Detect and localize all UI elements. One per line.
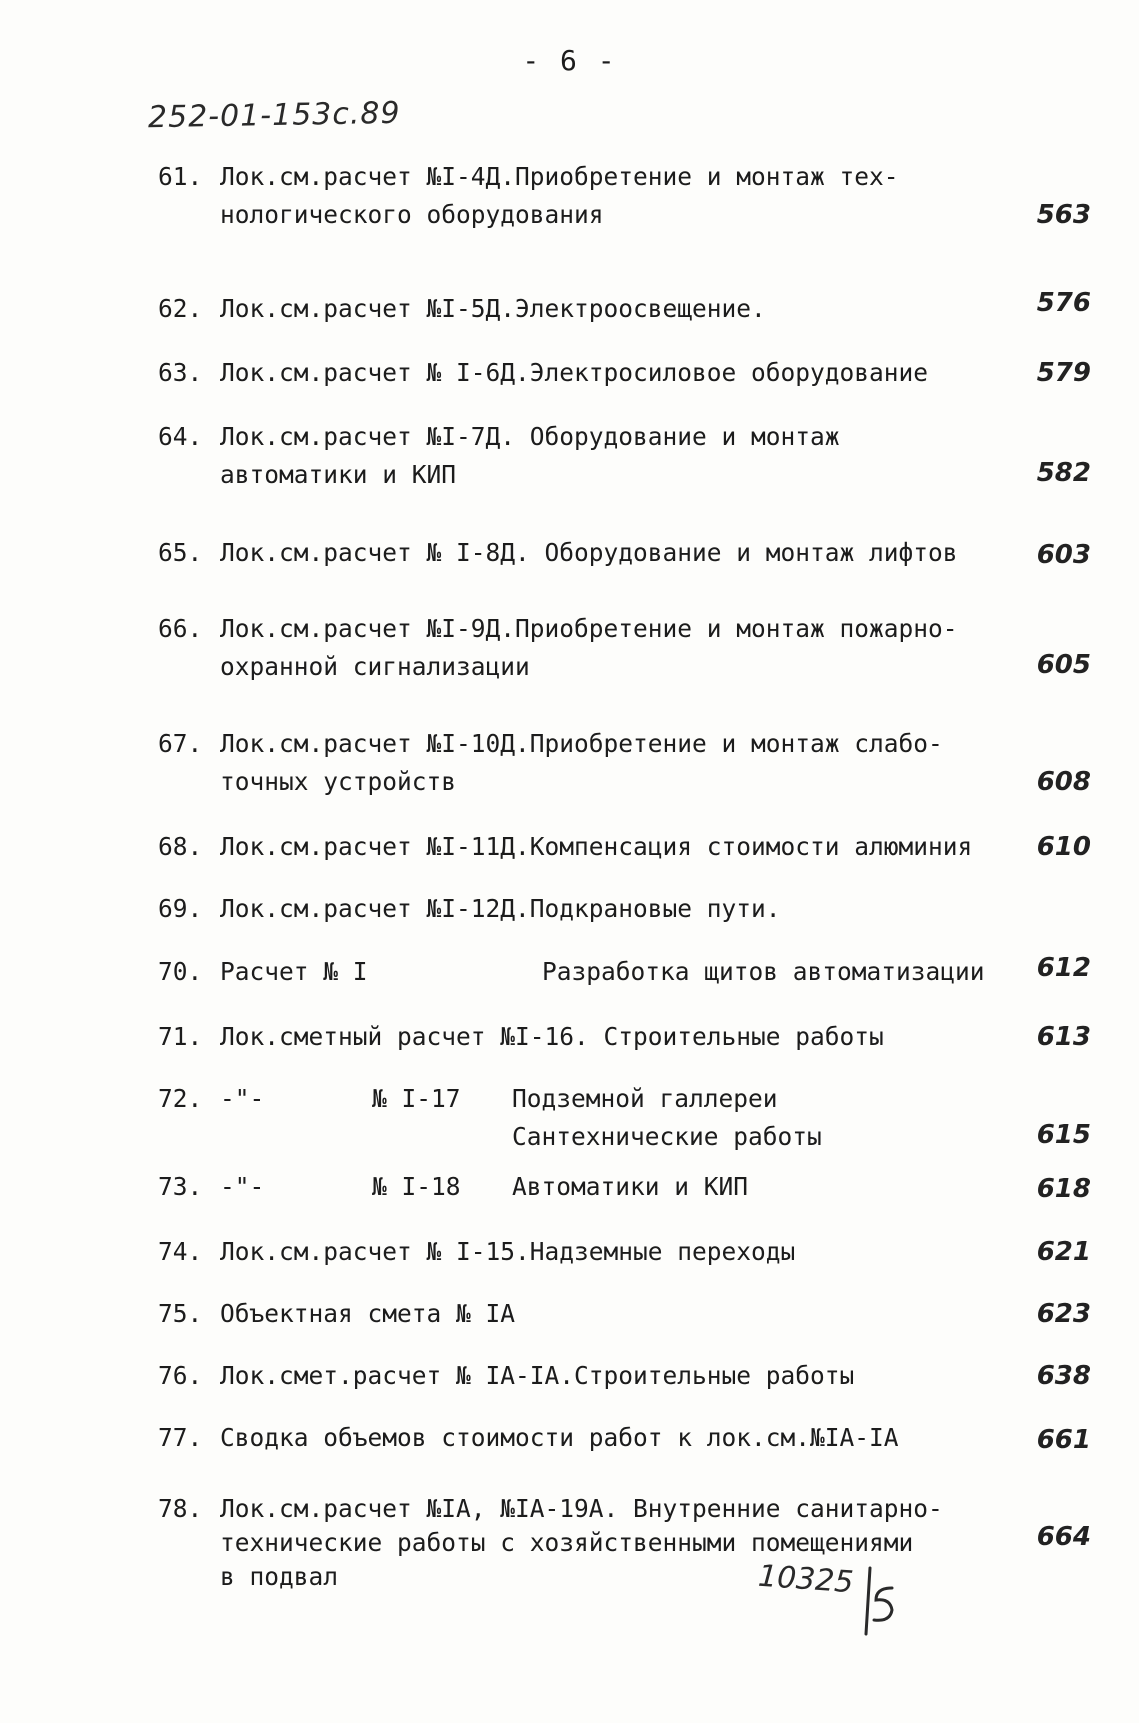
handwritten-number: 10325 xyxy=(756,1558,855,1601)
entry-number: 74. xyxy=(158,1237,203,1266)
entry-text: Лок.см.расчет № I-6Д.Электросиловое оборудование xyxy=(220,358,929,387)
entry-number: 76. xyxy=(158,1361,203,1390)
entry-number: 70. xyxy=(158,957,203,986)
entry-text: Лок.см.расчет №I-12Д.Подкрановые пути. xyxy=(220,894,781,923)
entry-text: Лок.см.расчет №IА, №IА-19А. Внутренние санитарно- xyxy=(220,1494,943,1523)
entry-reference: № I-17 xyxy=(372,1084,461,1113)
entry-reference: № I-18 xyxy=(372,1172,461,1201)
entry-text: Лок.см.расчет № I-15.Надземные переходы xyxy=(220,1237,796,1266)
entry-text: -"- xyxy=(220,1172,265,1201)
entry-number: 65. xyxy=(158,538,203,567)
entry-text: технические работы с хозяйственными помещениями xyxy=(220,1528,914,1557)
entry-number: 63. xyxy=(158,358,203,387)
entry-text: -"- xyxy=(220,1084,265,1113)
entry-page: 563 xyxy=(1036,200,1091,230)
entry-number: 69. xyxy=(158,894,203,923)
entry-page: 605 xyxy=(1036,650,1091,680)
entry-page: 613 xyxy=(1036,1022,1091,1052)
entry-page: 582 xyxy=(1036,458,1091,488)
entry-page: 623 xyxy=(1036,1299,1091,1329)
document-code: 252-01-153с.89 xyxy=(147,95,401,136)
entry-description: Разработка щитов автоматизации xyxy=(542,957,985,986)
entry-description: Подземной галлереи xyxy=(512,1084,778,1113)
entry-number: 77. xyxy=(158,1423,203,1452)
entry-page: 612 xyxy=(1036,953,1091,983)
entry-page: 664 xyxy=(1036,1522,1091,1552)
entry-text: в подвал xyxy=(220,1562,339,1591)
entry-description: Автоматики и КИП xyxy=(512,1172,749,1201)
page-number: - 6 - xyxy=(522,44,617,77)
entry-number: 61. xyxy=(158,162,203,191)
entry-page: 579 xyxy=(1036,358,1091,388)
entry-text: Лок.см.расчет №I-5Д.Электроосвещение. xyxy=(220,294,766,323)
entry-page: 615 xyxy=(1036,1120,1091,1150)
entry-page: 608 xyxy=(1036,767,1091,797)
entry-number: 72. xyxy=(158,1084,203,1113)
entry-page: 603 xyxy=(1036,540,1091,570)
entry-page: 621 xyxy=(1036,1237,1091,1267)
entry-page: 661 xyxy=(1036,1425,1091,1455)
entry-number: 62. xyxy=(158,294,203,323)
entry-text: Объектная смета № IА xyxy=(220,1299,516,1328)
entry-text: Лок.см.расчет № I-8Д. Оборудование и монтаж лифтов xyxy=(220,538,958,567)
entry-number: 75. xyxy=(158,1299,203,1328)
entry-number: 73. xyxy=(158,1172,203,1201)
entry-number: 68. xyxy=(158,832,203,861)
entry-number: 64. xyxy=(158,422,203,451)
entry-text: Сводка объемов стоимости работ к лок.см.№IА-IА xyxy=(220,1423,899,1452)
entry-number: 71. xyxy=(158,1022,203,1051)
entry-page: 618 xyxy=(1036,1174,1091,1204)
entry-number: 78. xyxy=(158,1494,203,1523)
entry-text: охранной сигнализации xyxy=(220,652,530,681)
entry-number: 67. xyxy=(158,729,203,758)
entry-text: Лок.см.расчет №I-7Д. Оборудование и монтаж xyxy=(220,422,840,451)
entry-page: 610 xyxy=(1036,832,1091,862)
entry-page: 576 xyxy=(1036,288,1091,318)
entry-page: 638 xyxy=(1036,1361,1091,1391)
entry-text: Лок.смет.расчет № IА-IА.Строительные работы xyxy=(220,1361,855,1390)
entry-text: Расчет № I xyxy=(220,957,368,986)
entry-text: Лок.сметный расчет №I-16. Строительные работы xyxy=(220,1022,884,1051)
entry-text: Лок.см.расчет №I-11Д.Компенсация стоимости алюминия xyxy=(220,832,973,861)
entry-number: 66. xyxy=(158,614,203,643)
entry-text: Лок.см.расчет №I-10Д.Приобретение и монтаж слабо- xyxy=(220,729,943,758)
entry-text: точных устройств xyxy=(220,767,457,796)
handwritten-mark xyxy=(862,1566,902,1636)
entry-text: Лок.см.расчет №I-4Д.Приобретение и монтаж тех- xyxy=(220,162,899,191)
entry-text: автоматики и КИП xyxy=(220,460,457,489)
entry-description: Сантехнические работы xyxy=(512,1122,822,1151)
entry-text: нологического оборудования xyxy=(220,200,604,229)
entry-text: Лок.см.расчет №I-9Д.Приобретение и монтаж пожарно- xyxy=(220,614,958,643)
